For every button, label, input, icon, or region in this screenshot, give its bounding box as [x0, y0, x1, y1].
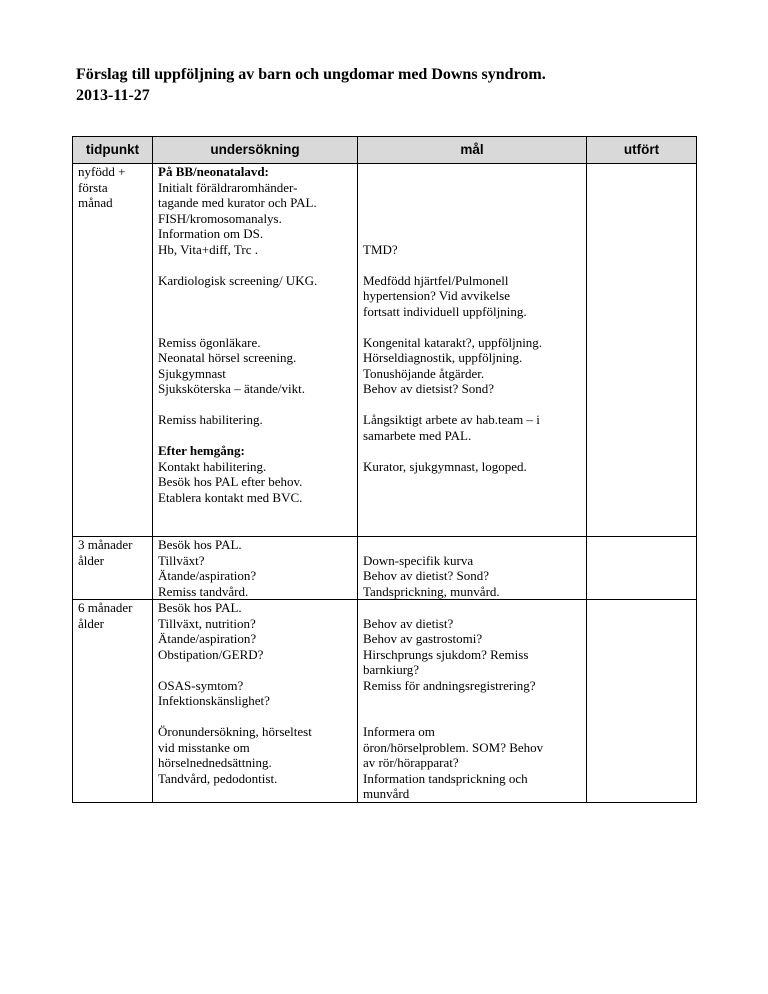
table-header-row [73, 137, 697, 164]
cell-line: Kardiologisk screening/ UKG. [158, 272, 318, 288]
cell-line: Obstipation/GERD? [158, 646, 264, 662]
cell-line: Tandvård, pedodontist. [158, 770, 278, 786]
cell-line: av rör/hörapparat? [363, 755, 459, 770]
cell-line: munvård [363, 786, 410, 801]
cell-line [363, 693, 581, 709]
cell-line: Remiss ögonläkare. [158, 334, 261, 350]
cell-line: Remiss habilitering. [158, 412, 263, 427]
followup-table [72, 136, 697, 803]
cell-line [158, 288, 352, 304]
cell-line [158, 662, 352, 678]
cell-line: Neonatal hörsel screening. [158, 350, 297, 365]
cell-mal [358, 600, 587, 803]
cell-line: Initialt föräldraromhänder- [158, 179, 298, 195]
cell-tidpunkt [73, 537, 153, 600]
cell-line: fortsatt individuell uppföljning. [363, 303, 527, 319]
cell-line: Behov av dietsist? Sond? [363, 381, 495, 396]
column-header-mal: mål [358, 137, 587, 164]
cell-tidpunkt [73, 164, 153, 537]
table-row [73, 600, 697, 803]
cell-mal [358, 164, 587, 537]
cell-line: 6 månader [78, 600, 133, 615]
cell-line [158, 397, 352, 413]
cell-line: Behov av dietist? [363, 615, 454, 631]
cell-line: samarbete med PAL. [363, 427, 472, 443]
column-header-undersokning: undersökning [153, 137, 358, 164]
table-row [73, 537, 697, 600]
cell-line: Etablera kontakt med BVC. [158, 489, 303, 505]
cell-line [363, 600, 581, 616]
cell-line [363, 164, 581, 180]
cell-line [158, 428, 352, 444]
cell-line: Sjuksköterska – ätande/vikt. [158, 381, 305, 396]
document-title [76, 64, 546, 106]
cell-line: Information tandsprickning och [363, 770, 528, 786]
cell-line: Ätande/aspiration? [158, 568, 257, 583]
cell-line: hörselnednedsättning. [158, 755, 272, 770]
cell-line: barnkiurg? [363, 662, 420, 677]
cell-line [363, 443, 581, 459]
cell-line: Öronundersökning, hörseltest [158, 724, 312, 739]
cell-line: ålder [78, 552, 104, 568]
cell-line [363, 211, 581, 227]
cell-line: Hörseldiagnostik, uppföljning. [363, 350, 523, 365]
cell-line [363, 257, 581, 273]
cell-line: ålder [78, 615, 104, 631]
cell-line [363, 397, 581, 413]
cell-line [158, 709, 352, 725]
cell-line [158, 257, 352, 273]
cell-line: Remiss för andningsregistrering? [363, 677, 536, 693]
cell-line [363, 537, 581, 553]
cell-line: Kurator, sjukgymnast, logoped. [363, 458, 527, 474]
cell-line: TMD? [363, 241, 398, 257]
cell-line: Tonushöjande åtgärder. [363, 365, 485, 381]
cell-line: Långsiktigt arbete av hab.team – i [363, 412, 540, 427]
cell-tidpunkt [73, 600, 153, 803]
cell-line [158, 319, 352, 335]
table-row [73, 164, 697, 537]
cell-line: Hirschprungs sjukdom? Remiss [363, 646, 529, 662]
cell-line: Hb, Vita+diff, Trc . [158, 241, 258, 257]
cell-undersokning [153, 600, 358, 803]
cell-line [363, 226, 581, 242]
cell-line: Besök hos PAL. [158, 537, 242, 552]
column-header-utfort: utfört [587, 137, 697, 164]
cell-utfort [587, 537, 697, 600]
cell-line [363, 709, 581, 725]
cell-line: 3 månader [78, 537, 133, 552]
cell-mal [358, 537, 587, 600]
cell-line [158, 521, 352, 537]
cell-line: Ätande/aspiration? [158, 631, 257, 646]
column-header-tidpunkt: tidpunkt [73, 137, 153, 164]
cell-undersokning [153, 164, 358, 537]
cell-line: månad [78, 195, 113, 210]
title-line: Förslag till uppföljning av barn och ungdomar med Downs syndrom. [76, 66, 546, 83]
cell-line [158, 505, 352, 521]
cell-utfort [587, 600, 697, 803]
cell-line: Tillväxt? [158, 552, 205, 568]
cell-line: Medfödd hjärtfel/Pulmonell [363, 272, 509, 288]
cell-line [363, 319, 581, 335]
cell-undersokning [153, 537, 358, 600]
cell-line: Behov av dietist? Sond? [363, 568, 490, 583]
cell-line: Down-specifik kurva [363, 552, 474, 568]
cell-line: Remiss tandvård. [158, 583, 249, 599]
cell-line: OSAS-symtom? [158, 677, 244, 693]
cell-line: vid misstanke om [158, 739, 250, 755]
cell-line: öron/hörselproblem. SOM? Behov [363, 739, 544, 755]
cell-line [158, 304, 352, 320]
cell-line: Information om DS. [158, 226, 264, 241]
cell-line: tagande med kurator och PAL. [158, 195, 317, 210]
cell-line: Tandsprickning, munvård. [363, 583, 500, 599]
document-date: 2013-11-27 [76, 87, 150, 104]
cell-line: Behov av gastrostomi? [363, 631, 483, 646]
cell-line: Sjukgymnast [158, 365, 226, 381]
cell-line: Kongenital katarakt?, uppföljning. [363, 334, 543, 350]
table-body [73, 164, 697, 803]
cell-line: Besök hos PAL efter behov. [158, 474, 303, 489]
cell-line: hypertension? Vid avvikelse [363, 288, 510, 303]
cell-line: Besök hos PAL. [158, 600, 242, 615]
cell-line: FISH/kromosomanalys. [158, 210, 282, 226]
cell-utfort [587, 164, 697, 537]
cell-line: Informera om [363, 724, 435, 739]
cell-line [363, 180, 581, 196]
cell-line: första [78, 179, 108, 195]
cell-line: På BB/neonatalavd: [158, 164, 269, 179]
cell-line: Infektionskänslighet? [158, 693, 270, 708]
cell-line: Efter hemgång: [158, 443, 245, 458]
cell-line: nyfödd + [78, 164, 126, 179]
cell-line: Tillväxt, nutrition? [158, 615, 256, 631]
cell-line [363, 195, 581, 211]
cell-line: Kontakt habilitering. [158, 458, 267, 474]
